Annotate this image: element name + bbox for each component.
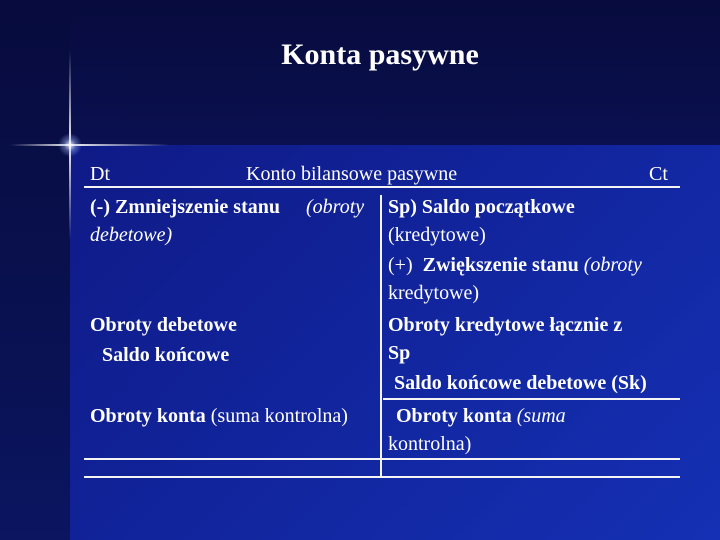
light-flare-glow [58, 133, 82, 157]
increase-note: (obroty [583, 254, 642, 276]
left-account-turnover [90, 402, 348, 431]
increase-entry [388, 251, 642, 280]
right-account-turnover [396, 402, 566, 431]
left-control-sum: (suma kontrolna) [210, 405, 348, 427]
increase-sign: (+) [388, 254, 413, 276]
t-account-bottom-line [84, 476, 680, 478]
decrease-note: (obroty [306, 196, 365, 218]
light-flare-horizontal [10, 144, 170, 146]
increase-label: Zwiększenie stanu [422, 254, 579, 276]
left-account-turnover-label: Obroty konta [90, 405, 206, 427]
debit-turnover-label: Obroty debetowe [90, 314, 237, 336]
right-control-sum-close: kontrolna) [388, 433, 472, 455]
debit-side-label: Dt [90, 163, 110, 185]
right-account-turnover-label: Obroty konta [396, 405, 512, 427]
opening-balance-label: Sp) Saldo początkowe [388, 196, 575, 218]
account-heading: Konto bilansowe pasywne [246, 163, 458, 185]
right-column-separator-line [383, 398, 680, 400]
decrease-label: Zmniejszenie stanu [109, 196, 280, 218]
decrease-note-continued: debetowe) [90, 224, 173, 246]
decrease-sign: (-) [90, 196, 110, 218]
decrease-entry [90, 193, 280, 222]
t-account-divider [380, 195, 382, 477]
right-control-sum-open: (suma [516, 405, 566, 427]
background-left-band [0, 0, 70, 540]
closing-balance-label: Saldo końcowe [102, 344, 230, 366]
closing-balance-debit-label: Saldo końcowe debetowe (Sk) [394, 372, 647, 394]
totals-bottom-line [84, 458, 680, 460]
slide-title: Konta pasywne [281, 38, 479, 71]
credit-turnover-label: Obroty kredytowe łącznie z [388, 314, 623, 336]
credit-turnover-label-continued: Sp [388, 342, 411, 364]
background-top-band [0, 0, 720, 145]
credit-side-label: Ct [649, 163, 668, 185]
increase-note-continued: kredytowe) [388, 282, 480, 304]
opening-balance-note: (kredytowe) [388, 224, 486, 246]
